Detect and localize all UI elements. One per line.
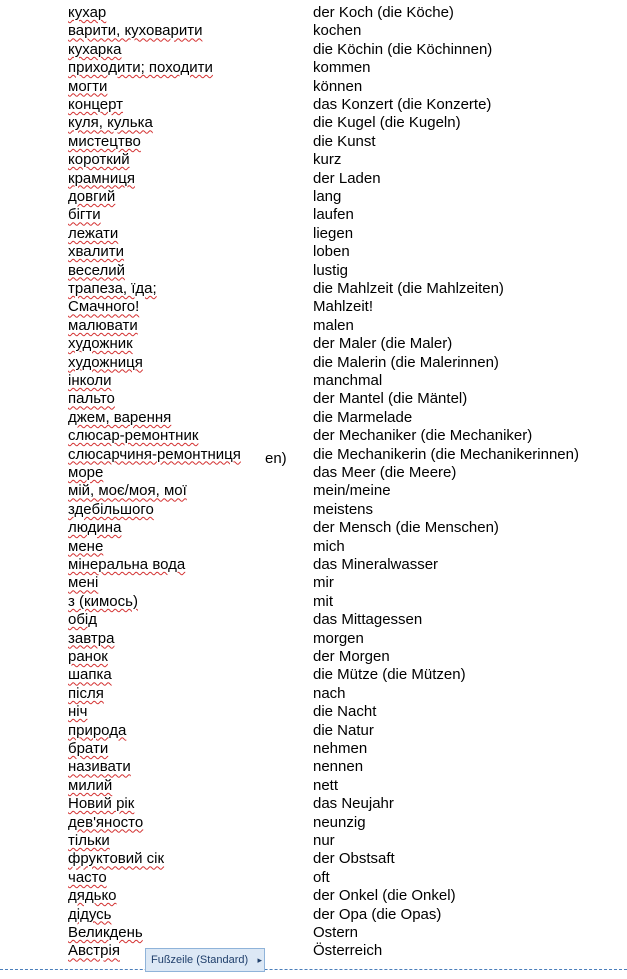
german-translation: das Mittagessen [313,611,423,629]
german-translation: das Mineralwasser [313,556,439,573]
ukrainian-word: веселий [68,261,125,279]
vocab-row [0,629,627,648]
vocab-row [0,3,627,22]
ukrainian-word: дядько [68,887,117,905]
vocab-row [0,40,627,59]
vocab-row [0,665,627,684]
ukrainian-word: художниця [68,353,143,371]
ukrainian-word: художник [68,335,133,353]
german-translation: lang [313,188,342,205]
german-translation: das Konzert (die Konzerte) [313,96,492,113]
ukrainian-word: трапеза, їда; [68,280,157,297]
vocab-row [0,739,627,758]
vocab-row [0,849,627,868]
ukrainian-word: мінеральна вода [68,556,186,573]
ukrainian-word: здебільшого [68,500,154,518]
ukrainian-word: пальто [68,390,115,408]
vocab-row [0,684,627,703]
german-translation: die Mechanikerin (die Mechanikerinnen) [313,445,579,463]
ukrainian-word: Смачного! [68,298,140,316]
vocab-row [0,721,627,740]
ukrainian-word: з (кимось) [68,592,138,610]
ukrainian-word: після [68,684,104,702]
ukrainian-word: мій, моє/моя, мої [68,482,187,500]
ukrainian-word: мене [68,537,104,555]
ukrainian-word: ранок [68,648,108,665]
german-translation: kochen [313,22,362,40]
german-translation: Österreich [313,942,383,960]
chevron-right-icon: ▸ [257,955,262,965]
ukrainian-word: мистецтво [68,132,141,150]
ukrainian-word: шапка [68,666,112,684]
vocab-row [0,261,627,280]
footer-boundary-line [0,969,627,970]
german-translation: Ostern [313,924,359,941]
vocab-row [0,518,627,537]
overflow-text-fragment: en) [265,450,287,467]
vocab-row [0,500,627,519]
vocab-row [0,58,627,77]
vocab-row [0,21,627,40]
ukrainian-word: людина [68,519,122,537]
german-translation: meistens [313,500,374,518]
ukrainian-word: Новий рік [68,795,135,813]
vocab-row [0,647,627,666]
german-translation: morgen [313,629,364,647]
german-translation: der Laden [313,169,381,187]
ukrainian-word: ніч [68,703,88,721]
vocab-row [0,150,627,169]
german-translation: der Mechaniker (die Mechaniker) [313,427,533,445]
ukrainian-word: брати [68,740,109,757]
vocab-row [0,205,627,224]
ukrainian-word: концерт [68,96,124,113]
german-translation: lustig [313,261,349,279]
german-translation: mir [313,574,334,592]
vocab-row [0,702,627,721]
vocab-row [0,813,627,832]
vocab-row [0,831,627,850]
vocab-row [0,169,627,188]
vocab-row [0,794,627,813]
german-translation: die Malerin (die Malerinnen) [313,353,499,371]
german-translation: die Mahlzeit (die Mahlzeiten) [313,280,504,297]
german-translation: die Natur [313,721,374,739]
german-translation: der Mensch (die Menschen) [313,519,499,537]
vocab-row [0,868,627,887]
german-translation: mit [313,592,333,610]
ukrainian-word: приходити; походити [68,59,213,77]
ukrainian-word: мені [68,574,99,592]
ukrainian-word: короткий [68,151,130,169]
ukrainian-word: крамниця [68,169,135,187]
vocab-row [0,224,627,243]
ukrainian-word: кухарка [68,40,122,58]
german-translation: das Neujahr [313,795,394,813]
ukrainian-word: слюсарчиня-ремонтниця [68,445,241,463]
vocab-row [0,389,627,408]
vocab-row [0,573,627,592]
german-translation: loben [313,243,350,261]
german-translation: nach [313,684,346,702]
ukrainian-word: обід [68,611,98,629]
ukrainian-word: хвалити [68,243,125,261]
vocab-row [0,77,627,96]
german-translation: der Onkel (die Onkel) [313,887,456,905]
ukrainian-word: фруктовий сік [68,850,165,868]
vocab-row [0,555,627,574]
german-translation: die Kugel (die Kugeln) [313,114,461,132]
german-translation: Mahlzeit! [313,298,374,316]
ukrainian-word: кухар [68,4,107,21]
vocab-row [0,463,627,482]
german-translation: das Meer (die Meere) [313,464,457,481]
vocab-row [0,279,627,298]
vocab-row [0,187,627,206]
german-translation: mich [313,537,345,555]
ukrainian-word: слюсар-ремонтник [68,427,199,445]
german-translation: der Maler (die Maler) [313,335,453,353]
ukrainian-word: тільки [68,832,110,849]
footer-label: Fußzeile (Standard) [151,954,249,966]
german-translation: der Opa (die Opas) [313,905,442,923]
vocab-row [0,316,627,335]
ukrainian-word: варити, куховарити [68,22,203,40]
german-translation: die Nacht [313,703,377,721]
footer-label-tag[interactable] [145,948,265,972]
german-translation: nennen [313,758,364,776]
german-translation: kommen [313,59,371,77]
vocab-row [0,242,627,261]
ukrainian-word: Великдень [68,924,143,941]
german-translation: die Köchin (die Köchinnen) [313,40,493,58]
vocab-row [0,923,627,942]
german-translation: die Kunst [313,132,376,150]
ukrainian-word: милий [68,776,113,794]
german-translation: die Mütze (die Mützen) [313,666,466,684]
vocab-row [0,905,627,924]
german-translation: der Mantel (die Mäntel) [313,390,468,408]
ukrainian-word: малювати [68,316,138,334]
vocab-row [0,371,627,390]
german-translation: malen [313,316,354,334]
vocab-row [0,481,627,500]
german-translation: der Koch (die Köche) [313,4,454,21]
ukrainian-word: інколи [68,372,112,389]
german-translation: kurz [313,151,342,169]
german-translation: mein/meine [313,482,391,500]
vocab-row [0,757,627,776]
german-translation: laufen [313,206,354,224]
german-translation: manchmal [313,372,383,389]
vocab-row [0,334,627,353]
vocab-row [0,95,627,114]
german-translation: oft [313,868,330,886]
german-translation: nur [313,832,335,849]
german-translation: nett [313,776,339,794]
vocab-row [0,132,627,151]
ukrainian-word: довгий [68,188,116,205]
vocab-row [0,776,627,795]
ukrainian-word: часто [68,868,107,886]
german-translation: können [313,77,363,95]
ukrainian-word: Австрія [68,942,120,960]
ukrainian-word: природа [68,721,127,739]
vocab-row [0,941,627,960]
vocab-row [0,297,627,316]
ukrainian-word: джем, варення [68,408,172,426]
vocab-row [0,113,627,132]
vocab-row [0,886,627,905]
german-translation: der Obstsaft [313,850,395,868]
ukrainian-word: дідусь [68,905,112,923]
vocab-row [0,537,627,556]
german-translation: liegen [313,224,354,242]
ukrainian-word: дев'яносто [68,813,144,831]
ukrainian-word: море [68,464,104,481]
vocab-row [0,445,627,464]
ukrainian-word: називати [68,758,131,776]
vocab-row [0,353,627,372]
german-translation: nehmen [313,740,368,757]
ukrainian-word: завтра [68,629,115,647]
ukrainian-word: бігти [68,206,101,224]
vocab-row [0,426,627,445]
vocab-row [0,592,627,611]
german-translation: neunzig [313,813,366,831]
vocab-row [0,408,627,427]
ukrainian-word: лежати [68,224,119,242]
ukrainian-word: могти [68,77,108,95]
vocab-row [0,610,627,629]
ukrainian-word: куля, кулька [68,114,153,132]
german-translation: die Marmelade [313,408,413,426]
german-translation: der Morgen [313,648,390,665]
